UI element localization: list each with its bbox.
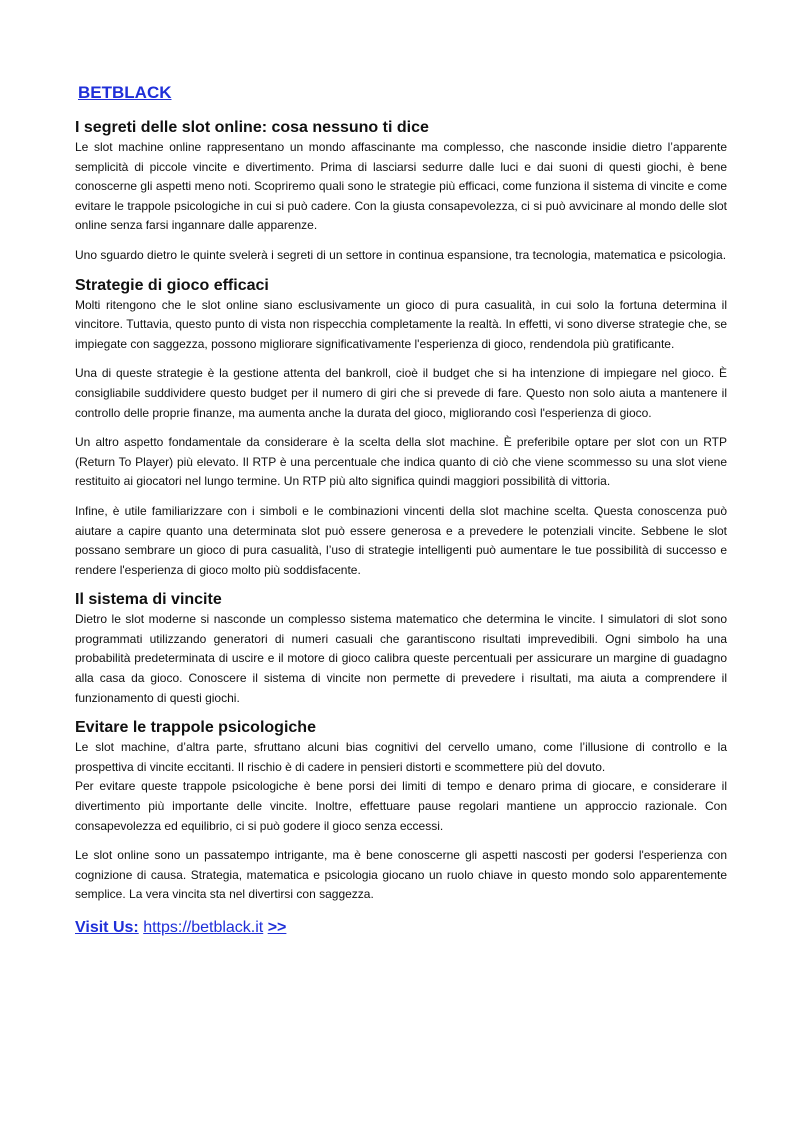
section-strategies bbox=[75, 276, 727, 581]
paragraph: Molti ritengono che le slot online siano esclusivamente un gioco di pura casualità, in cui solo la fortuna determina il vincitore. Tuttavia, questo punto di vista non rispecchia completamente la realtà. In effetti, vi sono diverse strategie che, se impiegate con saggezza, possono migliorare significativamente l'esperienza di gioco, rendendola più gratificante. bbox=[75, 297, 727, 351]
paragraph: Le slot machine, d’altra parte, sfruttano alcuni bias cognitivi del cervello umano, come l’illusione di controllo e la prospettiva di vincite eccitanti. Il rischio è di cadere in pensieri distorti e scommettere più del dovuto. bbox=[75, 740, 727, 774]
section-title: Evitare le trappole psicologiche bbox=[75, 719, 316, 737]
visit-us-footer bbox=[75, 917, 727, 939]
section-title: Strategie di gioco efficaci bbox=[75, 276, 269, 294]
paragraph: Dietro le slot moderne si nasconde un complesso sistema matematico che determina le vincite. I simulatori di slot sono programmati utilizzando generatori di numeri casuali che garantiscono risultati imprevedibili. Ogni simbolo ha una probabilità predeterminata di uscire e il motore di gioco calibra queste percentuali per assicurare un margine di guadagno alla casa da gioco. Conoscere il sistema di vincite non permette di prevedere i risultati, ma aiuta a comprendere il funzionamento di questi giochi. bbox=[75, 612, 727, 705]
paragraph: Infine, è utile familiarizzare con i simboli e le combinazioni vincenti della slot machine scelta. Questa conoscenza può aiutare a capire quanto una determinata slot può essere generosa e a prevedere le potenziali vincite. Sebbene le slot possano sembrare un gioco di pura casualità, l’uso di strategie intelligenti può aumentare le tue possibilità di successo e rendere l'esperienza di gioco molto più soddisfacente. bbox=[75, 503, 727, 577]
paragraph: Per evitare queste trappole psicologiche è bene porsi dei limiti di tempo e denaro prima di giocare, e considerare il divertimento più importante delle vincite. Inoltre, effettuare pause regolari mantiene un approccio razionale. Con consapevolezza ed equilibrio, ci si può godere il gioco senza eccessi. bbox=[75, 779, 727, 833]
paragraph: Le slot online sono un passatempo intrigante, ma è bene conoscerne gli aspetti nascosti per godersi l'esperienza con cognizione di causa. Strategia, matematica e psicologia giocano un ruolo chiave in questo mondo solo apparentemente semplice. La vera vincita sta nel divertirsi con saggezza. bbox=[75, 848, 727, 902]
document-page bbox=[75, 82, 727, 939]
section-psychological-traps bbox=[75, 718, 727, 905]
section-title: Il sistema di vincite bbox=[75, 591, 222, 609]
section-intro bbox=[75, 118, 727, 266]
website-link[interactable]: https://betblack.it bbox=[143, 919, 264, 936]
paragraph: Le slot machine online rappresentano un mondo affascinante ma complesso, che nasconde insidie dietro l’apparente semplicità di piccole vincite e divertimento. Prima di lasciarsi sedurre dalle luci e dai suoni di questi giochi, è bene conoscerne gli aspetti meno noti. Scopriremo quali sono le strategie più efficaci, come funziona il sistema di vincite e come evitare le trappole psicologiche in cui si può cadere. Con la giusta consapevolezza, ci si può avvicinare al mondo delle slot online senza farsi ingannare dalle apparenze. bbox=[75, 140, 727, 233]
brand-link[interactable]: BETBLACK bbox=[78, 83, 172, 102]
section-winning-system bbox=[75, 590, 727, 708]
section-title: I segreti delle slot online: cosa nessuno ti dice bbox=[75, 119, 429, 136]
paragraph: Una di queste strategie è la gestione attenta del bankroll, cioè il budget che si ha intenzione di impiegare nel gioco. È consigliabile suddividere questo budget per il numero di giri che si prevede di fare. Questo non solo aiuta a mantenere il controllo delle proprie finanze, ma aumenta anche la durata del gioco, migliorando così l'esperienza di gioco. bbox=[75, 366, 727, 420]
paragraph: Un altro aspetto fondamentale da considerare è la scelta della slot machine. È preferibile optare per slot con un RTP (Return To Player) più elevato. Il RTP è una percentuale che indica quanto di ciò che viene scommesso su una slot viene restituito ai giocatori nel lungo termine. Un RTP più alto significa quindi maggiori possibilità di vittoria. bbox=[75, 435, 727, 489]
paragraph: Uno sguardo dietro le quinte svelerà i segreti di un settore in continua espansione, tra tecnologia, matematica e psicologia. bbox=[75, 247, 727, 262]
arrows-link[interactable]: >> bbox=[267, 919, 287, 936]
visit-us-label: Visit Us: bbox=[75, 919, 139, 936]
